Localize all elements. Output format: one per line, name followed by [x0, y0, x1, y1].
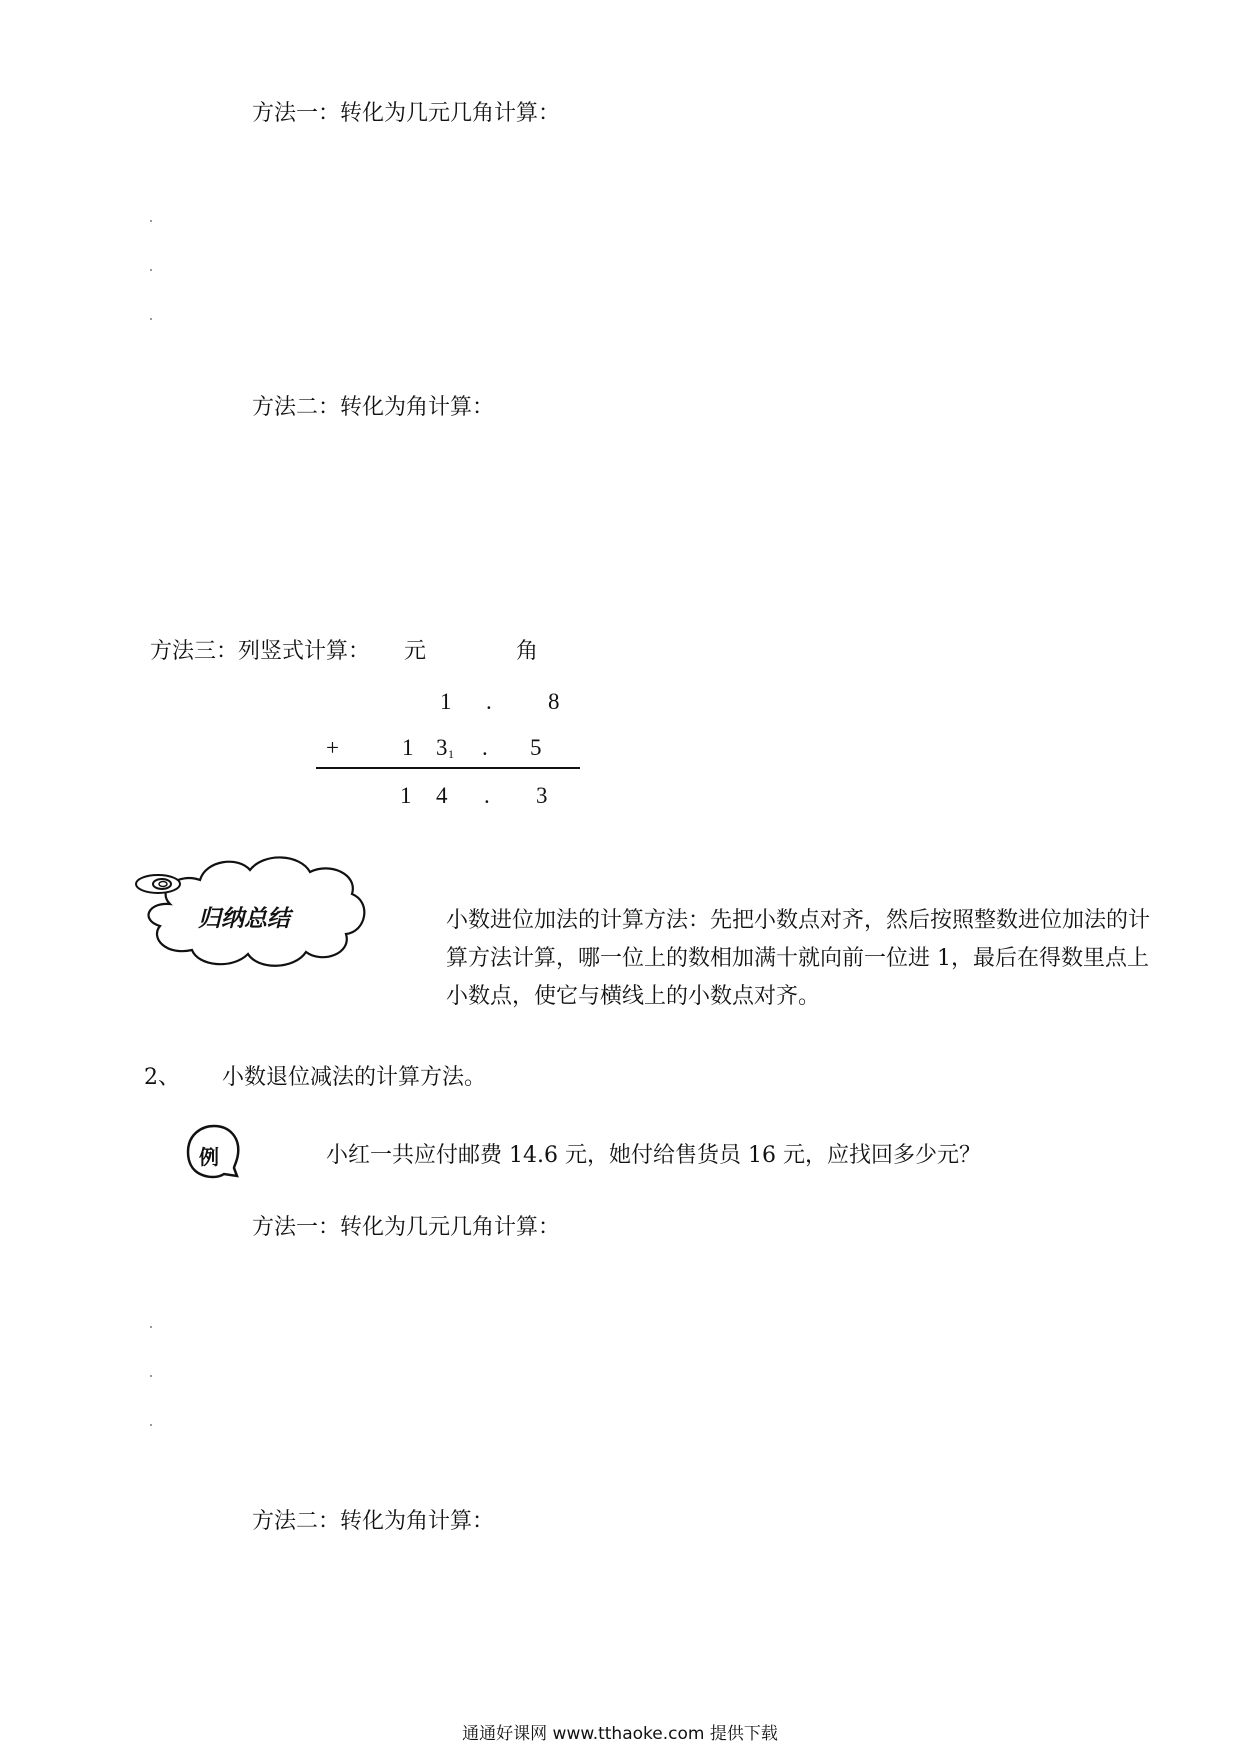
- example-label: 例: [199, 1145, 219, 1169]
- summary-text: 小数进位加法的计算方法：先把小数点对齐，然后按照整数进位加法的计算方法计算，哪一位上的数相加满十就向前一位进 1，最后在得数里点上小数点，使它与横线上的小数点对齐。: [446, 908, 1151, 1009]
- section2-heading: 小数退位减法的计算方法。: [222, 1065, 487, 1090]
- summary-badge-label: 归纳总结: [198, 906, 290, 932]
- method1-heading: 方法一：转化为几元几角计算：: [252, 101, 561, 126]
- section2-method1-heading: 方法一：转化为几元几角计算：: [252, 1215, 561, 1240]
- result-tenths: 3: [536, 783, 548, 808]
- row2-point: .: [482, 735, 488, 760]
- result-point: .: [484, 783, 490, 808]
- row1-ones: 1: [440, 689, 452, 714]
- plus-operator: +: [326, 735, 339, 760]
- row2-tenths: 5: [530, 735, 542, 760]
- sum-line: [316, 767, 580, 769]
- margin-dot: [150, 1424, 152, 1426]
- method2-heading: 方法二：转化为角计算：: [252, 395, 495, 420]
- row1-point: .: [486, 689, 492, 714]
- example-problem: 小红一共应付邮费 14.6 元，她付给售货员 16 元，应找回多少元？: [326, 1143, 981, 1168]
- row1-tenths: 8: [548, 689, 560, 714]
- page-footer: 通通好课网 www.tthaoke.com 提供下载: [462, 1724, 778, 1744]
- unit-yuan: 元: [404, 639, 427, 664]
- section2-number: 2、: [144, 1065, 180, 1090]
- result-tens: 1: [400, 783, 412, 808]
- margin-dot: [150, 220, 152, 222]
- section2-method2-heading: 方法二：转化为角计算：: [252, 1509, 495, 1534]
- unit-jiao: 角: [516, 639, 539, 664]
- margin-dot: [150, 1326, 152, 1328]
- margin-dot: [150, 1375, 152, 1377]
- margin-dot: [150, 269, 152, 271]
- margin-dot: [150, 318, 152, 320]
- row2-tens: 1: [402, 735, 414, 760]
- method3-heading: 方法三：列竖式计算：: [150, 639, 371, 664]
- carry-digit: 1: [448, 747, 454, 761]
- row2-ones: 3: [436, 735, 448, 760]
- result-ones: 4: [436, 783, 448, 808]
